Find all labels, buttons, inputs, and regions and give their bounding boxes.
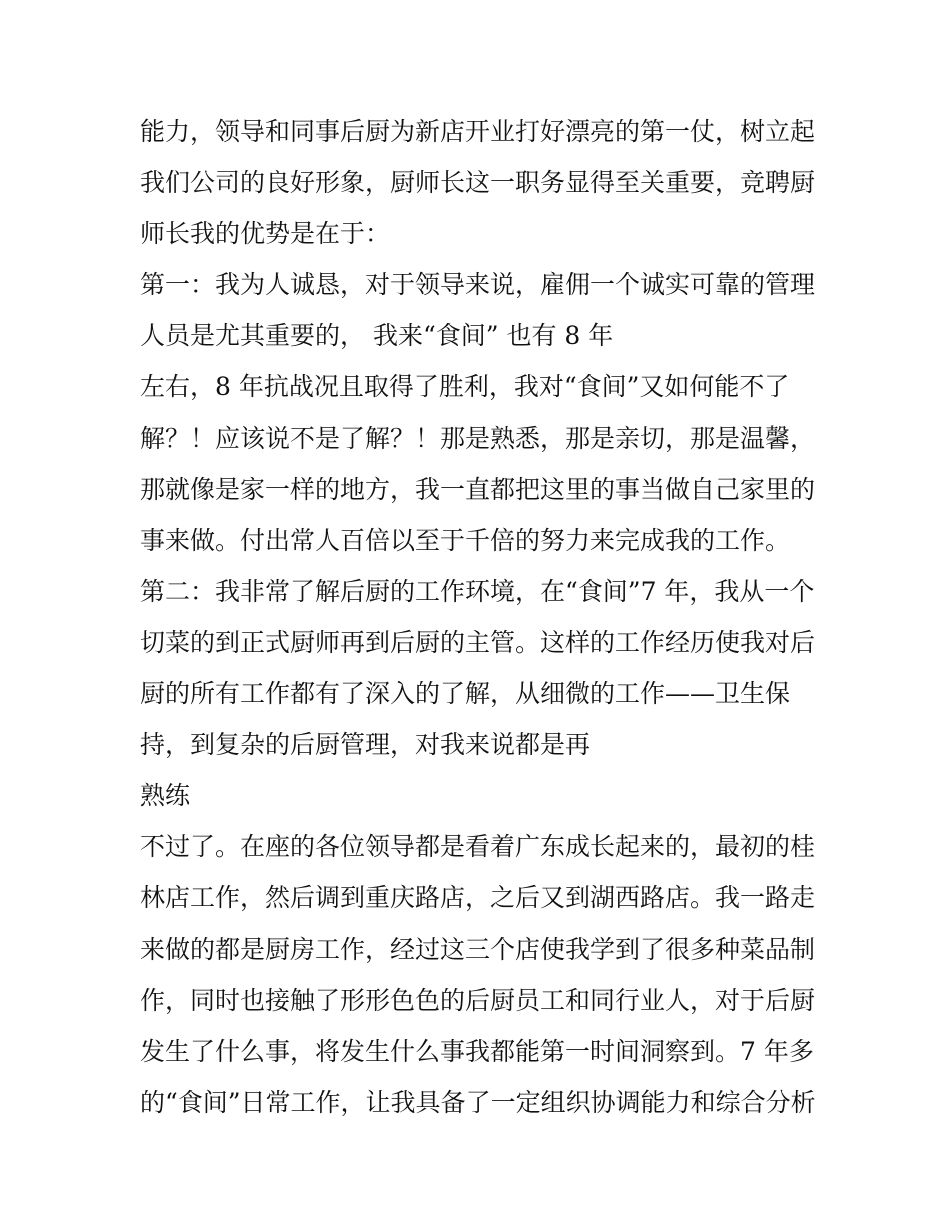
text-line: 解？！应该说不是了解？！那是熟悉，那是亲切，那是温馨， (140, 423, 816, 453)
text-line: 师长我的优势是在于： (140, 219, 391, 249)
text-line: 人员是尤其重要的， 我来“食间” 也有 8 年 (140, 321, 614, 351)
text-line: 发生了什么事，将发生什么事我都能第一时间洞察到。7 年多 (140, 1036, 814, 1066)
text-line: 事来做。付出常人百倍以至于千倍的努力来完成我的工作。 (140, 525, 791, 555)
text-line: 能力，领导和同事后厨为新店开业打好漂亮的第一仗，树立起 (140, 117, 816, 146)
body-text (140, 106, 830, 1128)
text-line: 的“食间”日常工作，让我具备了一定组织协调能力和综合分析 (140, 1087, 816, 1117)
text-line: 左右，8 年抗战况且取得了胜利，我对“食间”又如何能不了 (140, 372, 790, 402)
text-line: 切菜的到正式厨师再到后厨的主管。这样的工作经历使我对后 (140, 627, 816, 657)
text-line: 我们公司的良好形象，厨师长这一职务显得至关重要，竞聘厨 (140, 168, 816, 198)
text-line: 第二：我非常了解后厨的工作环境，在“食间”7 年，我从一个 (140, 576, 815, 606)
text-line: 持，到复杂的后厨管理，对我来说都是再 (140, 730, 591, 760)
text-line: 不过了。在座的各位领导都是看着广东成长起来的，最初的桂 (140, 832, 816, 862)
text-line: 第一：我为人诚恳，对于领导来说，雇佣一个诚实可靠的管理 (140, 270, 816, 300)
text-line: 那就像是家一样的地方，我一直都把这里的事当做自己家里的 (140, 474, 816, 504)
text-line: 熟练 (140, 781, 191, 811)
text-line: 来做的都是厨房工作，经过这三个店使我学到了很多种菜品制 (140, 934, 816, 964)
text-line: 林店工作，然后调到重庆路店，之后又到湖西路店。我一路走 (140, 883, 816, 913)
text-line: 作，同时也接触了形形色色的后厨员工和同行业人，对于后厨 (140, 985, 816, 1015)
text-line: 厨的所有工作都有了深入的了解，从细微的工作——卫生保 (140, 679, 791, 709)
